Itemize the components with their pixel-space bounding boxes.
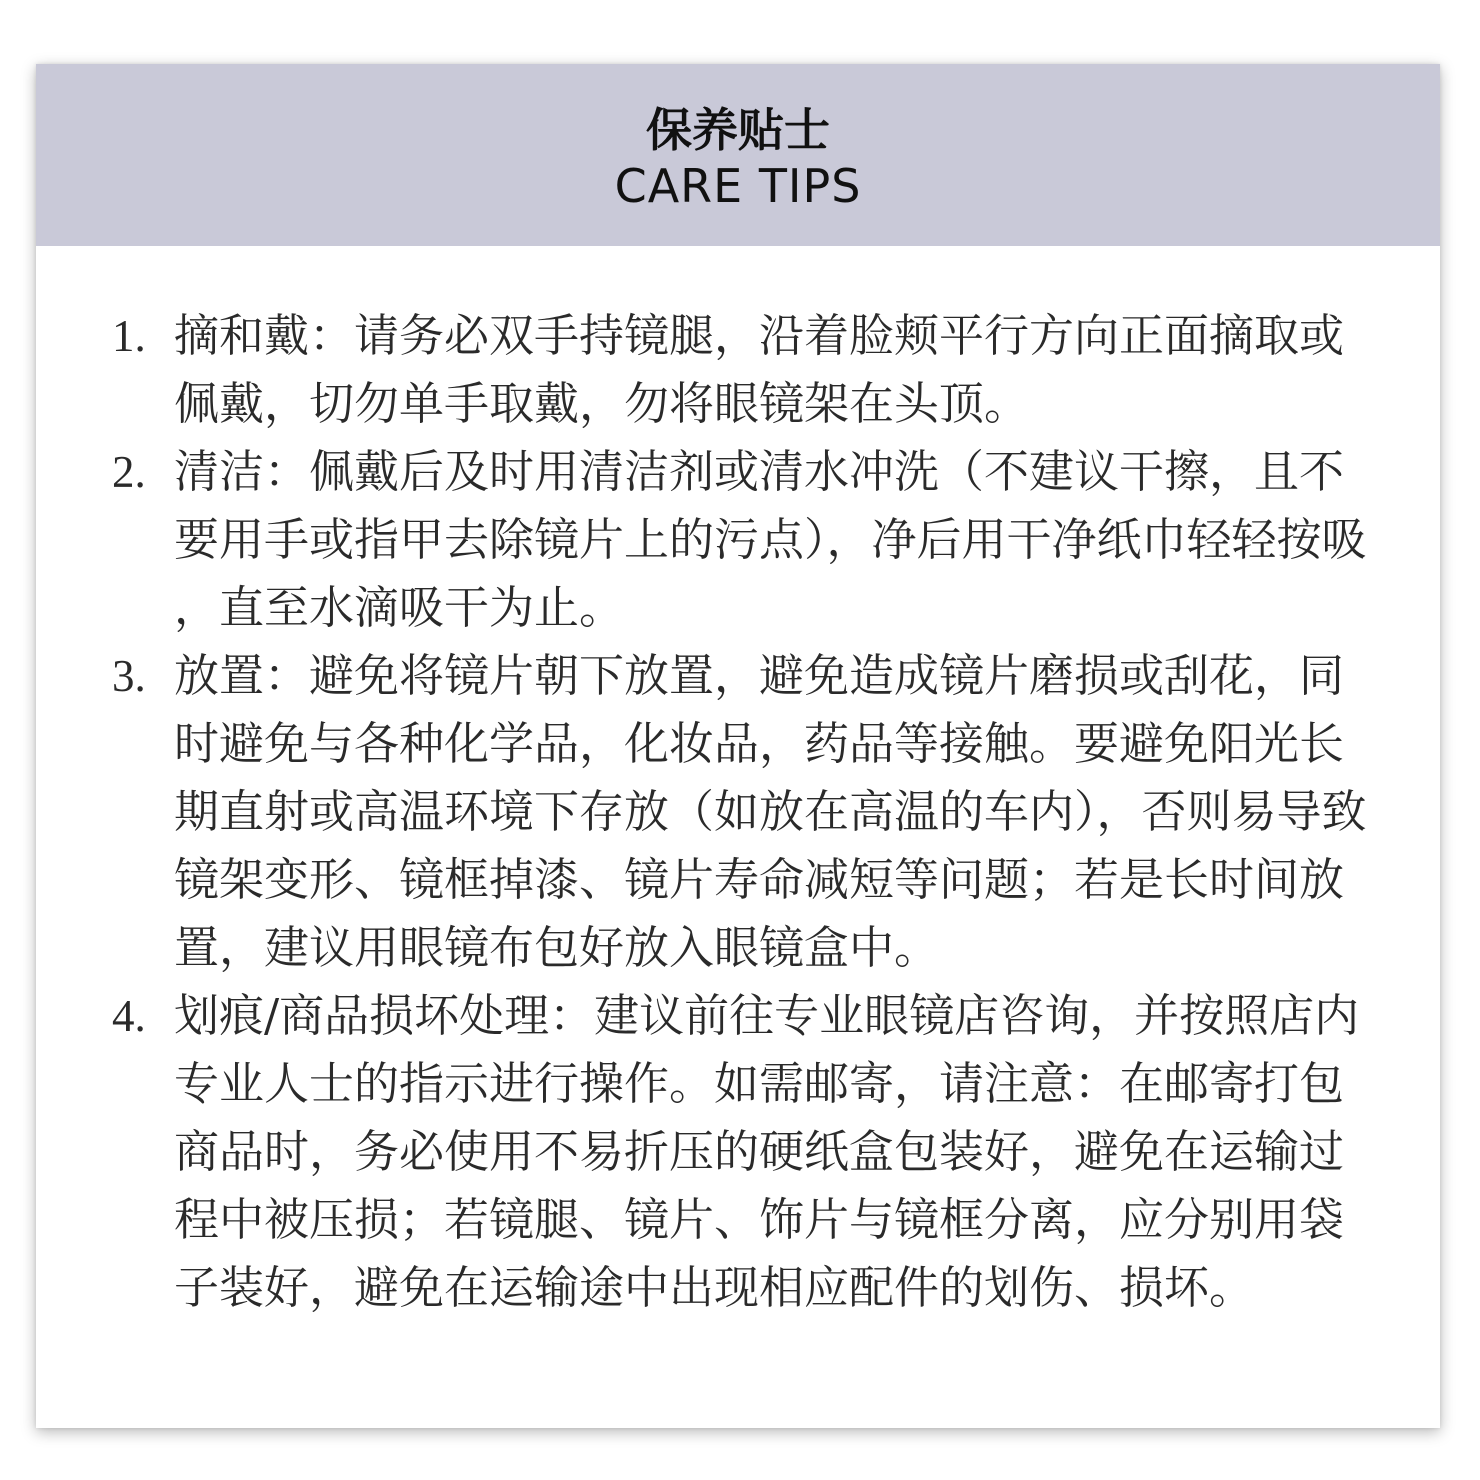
care-tips-card <box>36 64 1440 1428</box>
tip-number: 4. <box>112 991 146 1041</box>
tip-number: 3. <box>112 651 146 701</box>
tip-number: 1. <box>112 311 146 361</box>
tip-text: 放置：避免将镜片朝下放置，避免造成镜片磨损或刮花，同时避免与各种化学品，化妆品，药品等接触。要避免阳光长期直射或高温环境下存放（如放在高温的车内），否则易导致镜架变形、镜框掉漆、镜片寿命减短等问题；若是长时间放置，建议用眼镜布包好放入眼镜盒中。 <box>174 649 1367 974</box>
tip-item-3 <box>112 642 1376 982</box>
header-banner <box>36 64 1440 246</box>
page-title: 保养贴士 <box>646 103 830 157</box>
tip-item-4 <box>112 982 1376 1322</box>
tip-number: 2. <box>112 447 146 497</box>
tip-text: 划痕/商品损坏处理：建议前往专业眼镜店咨询，并按照店内专业人士的指示进行操作。如需邮寄，请注意：在邮寄打包商品时，务必使用不易折压的硬纸盒包装好，避免在运输过程中被压损；若镜腿、镜片、饰片与镜框分离，应分别用袋子装好，避免在运输途中出现相应配件的划伤、损坏。 <box>174 989 1360 1314</box>
tip-item-2 <box>112 438 1376 642</box>
tips-list <box>112 302 1376 1322</box>
tip-text: 摘和戴：请务必双手持镜腿，沿着脸颊平行方向正面摘取或佩戴，切勿单手取戴，勿将眼镜架在头顶。 <box>174 309 1345 430</box>
tip-item-1 <box>112 302 1376 438</box>
page-subtitle: CARE TIPS <box>614 159 862 213</box>
tip-text: 清洁：佩戴后及时用清洁剂或清水冲洗（不建议干擦，且不要用手或指甲去除镜片上的污点），净后用干净纸巾轻轻按吸，直至水滴吸干为止。 <box>174 445 1367 634</box>
